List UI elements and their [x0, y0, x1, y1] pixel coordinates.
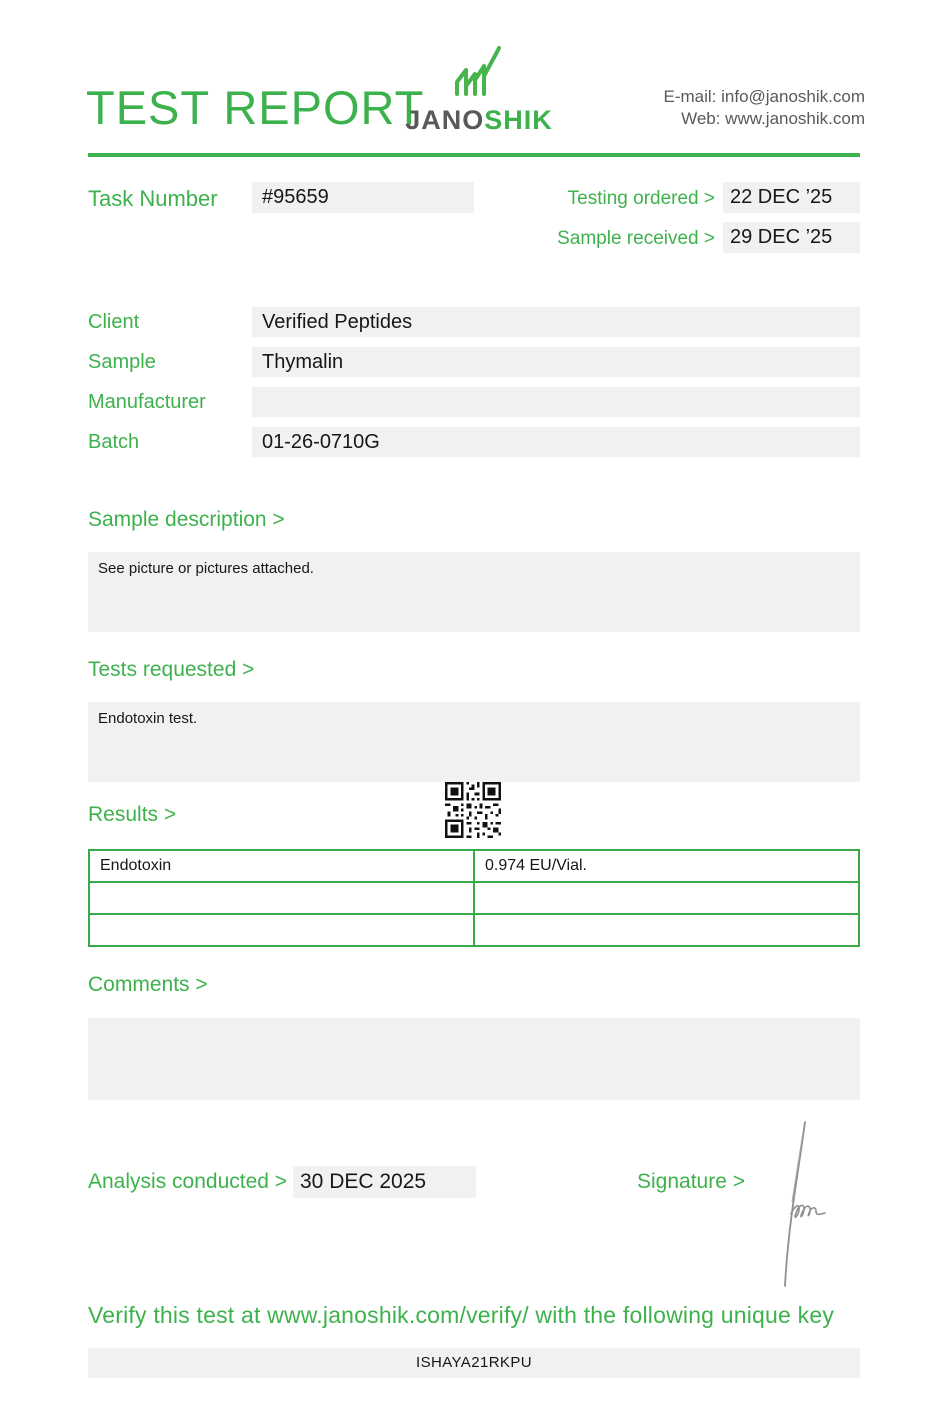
- comments-heading: Comments >: [88, 973, 208, 996]
- task-number-label: Task Number: [88, 186, 218, 211]
- logo-jano: JANO: [405, 105, 485, 135]
- testing-ordered-value: 22 DEC ’25: [723, 182, 860, 213]
- sample-description-text: See picture or pictures attached.: [98, 560, 314, 577]
- client-value: Verified Peptides: [252, 307, 860, 337]
- results-heading: Results >: [88, 803, 177, 826]
- result-name: [89, 914, 474, 946]
- manufacturer-value: [252, 387, 860, 417]
- header-divider: [88, 153, 860, 157]
- sample-label: Sample: [88, 351, 156, 373]
- contact-block: [664, 86, 866, 130]
- table-row: [89, 850, 859, 882]
- logo-shik: SHIK: [484, 105, 553, 135]
- page-title: TEST REPORT: [86, 81, 425, 134]
- testing-ordered-label: Testing ordered >: [567, 188, 715, 209]
- sample-value: Thymalin: [252, 347, 860, 377]
- handwritten-signature-icon: [765, 1118, 855, 1290]
- result-name: [89, 882, 474, 914]
- comments-box: [88, 1018, 860, 1100]
- janoshik-logo: [404, 44, 554, 136]
- analysis-date: 30 DEC 2025: [293, 1166, 476, 1198]
- table-row: [89, 914, 859, 946]
- tests-requested-text: Endotoxin test.: [98, 710, 198, 727]
- manufacturer-label: Manufacturer: [88, 391, 206, 413]
- signature-label: Signature >: [637, 1170, 745, 1193]
- client-label: Client: [88, 311, 140, 333]
- tests-requested-box: [88, 702, 860, 782]
- result-name: Endotoxin: [89, 850, 474, 882]
- sample-received-label: Sample received >: [557, 228, 715, 249]
- sample-description-box: [88, 552, 860, 632]
- verify-instruction: Verify this test at www.janoshik.com/verify/ with the following unique key: [88, 1302, 835, 1328]
- task-number-value: #95659: [252, 182, 474, 213]
- qr-code: [443, 782, 503, 838]
- contact-email: E-mail: info@janoshik.com: [663, 87, 865, 106]
- results-table: [88, 849, 860, 947]
- result-value: [474, 914, 859, 946]
- tests-requested-heading: Tests requested >: [88, 658, 255, 681]
- table-row: [89, 882, 859, 914]
- sample-received-value: 29 DEC ’25: [723, 222, 860, 253]
- unique-key: ISHAYA21RKPU: [88, 1348, 860, 1378]
- growth-chart-icon: [447, 85, 511, 102]
- result-value: [474, 882, 859, 914]
- result-value: 0.974 EU/Vial.: [474, 850, 859, 882]
- batch-label: Batch: [88, 431, 140, 453]
- sample-description-heading: Sample description >: [88, 508, 285, 531]
- contact-web: Web: www.janoshik.com: [681, 109, 865, 128]
- batch-value: 01-26-0710G: [252, 427, 860, 457]
- logo-wordmark: [404, 105, 554, 136]
- analysis-conducted-label: Analysis conducted >: [88, 1170, 288, 1193]
